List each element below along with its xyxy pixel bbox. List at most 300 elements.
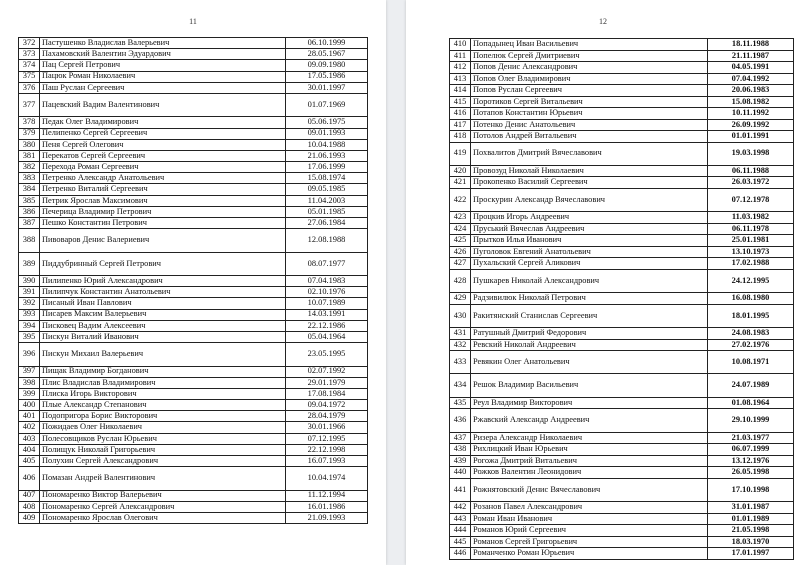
birth-date-cell: 17.06.1999	[286, 162, 368, 173]
full-name-cell: Пахамовский Валентин Эдуардович	[40, 49, 286, 60]
birth-date-cell: 20.06.1983	[708, 85, 794, 97]
full-name-cell: Пищак Владимир Богданович	[40, 366, 286, 377]
row-number-cell: 373	[19, 49, 40, 60]
full-name-cell: Петренко Александр Анатольевич	[40, 173, 286, 184]
birth-date-cell: 17.02.1988	[708, 258, 794, 270]
table-row	[19, 49, 368, 60]
birth-date-cell: 26.09.1992	[708, 119, 794, 131]
table-row	[19, 173, 368, 184]
full-name-cell: Ризера Александр Николаевич	[471, 432, 708, 444]
full-name-cell: Прытков Илья Иванович	[471, 235, 708, 247]
row-number-cell: 423	[450, 212, 471, 224]
table-row	[450, 96, 794, 108]
table-row	[450, 142, 794, 165]
full-name-cell: Перехода Роман Сергеевич	[40, 162, 286, 173]
birth-date-cell: 07.04.1992	[708, 73, 794, 85]
birth-date-cell: 06.07.1999	[708, 444, 794, 456]
full-name-cell: Полесовщиков Руслан Юрьевич	[40, 433, 286, 444]
table-row	[19, 60, 368, 71]
row-number-cell: 378	[19, 117, 40, 128]
row-number-cell: 427	[450, 258, 471, 270]
birth-date-cell: 17.08.1984	[286, 388, 368, 399]
table-row	[19, 433, 368, 444]
table-row	[19, 162, 368, 173]
birth-date-cell: 22.12.1986	[286, 320, 368, 331]
full-name-cell: Провозуд Николай Николаевич	[471, 165, 708, 177]
row-number-cell: 409	[19, 512, 40, 523]
row-number-cell: 445	[450, 536, 471, 548]
table-row	[19, 467, 368, 490]
full-name-cell: Пиддубринный Сергей Петрович	[40, 252, 286, 275]
birth-date-cell: 30.01.1997	[286, 82, 368, 93]
table-row	[19, 218, 368, 229]
birth-date-cell: 10.04.1974	[286, 467, 368, 490]
birth-date-cell: 18.11.1988	[708, 39, 794, 51]
row-number-cell: 444	[450, 525, 471, 537]
birth-date-cell: 31.01.1987	[708, 502, 794, 514]
table-row	[450, 409, 794, 432]
table-row	[450, 50, 794, 62]
table-row	[450, 374, 794, 397]
birth-date-cell: 22.12.1998	[286, 444, 368, 455]
table-row	[450, 165, 794, 177]
birth-date-cell: 06.10.1999	[286, 38, 368, 49]
table-row	[450, 188, 794, 211]
full-name-cell: Ракитянский Станислав Сергеевич	[471, 304, 708, 327]
full-name-cell: Печерица Владимир Петрович	[40, 206, 286, 217]
birth-date-cell: 07.12.1978	[708, 188, 794, 211]
birth-date-cell: 10.08.1971	[708, 351, 794, 374]
full-name-cell: Петренко Виталий Сергеевич	[40, 184, 286, 195]
birth-date-cell: 01.01.1991	[708, 131, 794, 143]
full-name-cell: Попадынец Иван Васильевич	[471, 39, 708, 51]
table-row	[19, 252, 368, 275]
row-number-cell: 438	[450, 444, 471, 456]
birth-date-cell: 10.07.1989	[286, 298, 368, 309]
full-name-cell: Потенко Денис Анатольевич	[471, 119, 708, 131]
birth-date-cell: 17.01.1997	[708, 548, 794, 560]
table-row	[19, 117, 368, 128]
birth-date-cell: 27.02.1976	[708, 339, 794, 351]
birth-date-cell: 10.11.1992	[708, 108, 794, 120]
row-number-cell: 399	[19, 388, 40, 399]
table-row	[19, 331, 368, 342]
table-row	[19, 275, 368, 286]
full-name-cell: Подопригора Борис Викторович	[40, 411, 286, 422]
full-name-cell: Рогожа Дмитрий Витальевич	[471, 455, 708, 467]
full-name-cell: Попов Руслан Сергеевич	[471, 85, 708, 97]
full-name-cell: Пацюк Роман Николаевич	[40, 71, 286, 82]
table-row	[450, 108, 794, 120]
birth-date-cell: 24.07.1989	[708, 374, 794, 397]
table-row	[450, 502, 794, 514]
table-row	[19, 444, 368, 455]
birth-date-cell: 29.10.1999	[708, 409, 794, 432]
table-row	[450, 293, 794, 305]
full-name-cell: Ратушный Дмитрий Федорович	[471, 328, 708, 340]
table-row	[450, 39, 794, 51]
full-name-cell: Ревякин Олег Анатольевич	[471, 351, 708, 374]
row-number-cell: 400	[19, 400, 40, 411]
table-row	[450, 212, 794, 224]
table-row	[19, 38, 368, 49]
row-number-cell: 408	[19, 501, 40, 512]
table-row	[19, 456, 368, 467]
table-row	[19, 150, 368, 161]
table-row	[450, 119, 794, 131]
row-number-cell: 434	[450, 374, 471, 397]
persons-table	[18, 37, 368, 524]
table-row	[19, 411, 368, 422]
row-number-cell: 417	[450, 119, 471, 131]
full-name-cell: Проскурин Александр Вячеславович	[471, 188, 708, 211]
row-number-cell: 446	[450, 548, 471, 560]
row-number-cell: 428	[450, 269, 471, 292]
full-name-cell: Пастушенко Владислав Валерьевич	[40, 38, 286, 49]
birth-date-cell: 23.05.1995	[286, 343, 368, 366]
full-name-cell: Потолов Андрей Витальевич	[471, 131, 708, 143]
row-number-cell: 418	[450, 131, 471, 143]
row-number-cell: 395	[19, 331, 40, 342]
full-name-cell: Пилипенко Юрий Александрович	[40, 275, 286, 286]
row-number-cell: 429	[450, 293, 471, 305]
table-row	[450, 73, 794, 85]
row-number-cell: 431	[450, 328, 471, 340]
birth-date-cell: 17.05.1986	[286, 71, 368, 82]
full-name-cell: Плые Александр Степанович	[40, 400, 286, 411]
table-row	[19, 206, 368, 217]
full-name-cell: Педак Олег Владимирович	[40, 117, 286, 128]
row-number-cell: 379	[19, 128, 40, 139]
row-number-cell: 407	[19, 490, 40, 501]
row-number-cell: 391	[19, 287, 40, 298]
full-name-cell: Пилипчук Константин Анатольевич	[40, 287, 286, 298]
row-number-cell: 422	[450, 188, 471, 211]
birth-date-cell: 26.05.1998	[708, 467, 794, 479]
birth-date-cell: 19.03.1998	[708, 142, 794, 165]
full-name-cell: Рожков Валентин Леонидович	[471, 467, 708, 479]
birth-date-cell: 09.01.1993	[286, 128, 368, 139]
row-number-cell: 404	[19, 444, 40, 455]
row-number-cell: 394	[19, 320, 40, 331]
table-row	[19, 320, 368, 331]
row-number-cell: 432	[450, 339, 471, 351]
table-row	[450, 455, 794, 467]
table-row	[450, 525, 794, 537]
table-row	[450, 235, 794, 247]
full-name-cell: Плиска Игорь Викторович	[40, 388, 286, 399]
persons-table	[449, 38, 794, 560]
full-name-cell: Пискун Михаил Валерьевич	[40, 343, 286, 366]
full-name-cell: Розанов Павел Александрович	[471, 502, 708, 514]
row-number-cell: 425	[450, 235, 471, 247]
birth-date-cell: 11.03.1982	[708, 212, 794, 224]
birth-date-cell: 12.08.1988	[286, 229, 368, 252]
full-name-cell: Ржавский Александр Андреевич	[471, 409, 708, 432]
table-row	[19, 184, 368, 195]
full-name-cell: Полухин Сергей Александрович	[40, 456, 286, 467]
birth-date-cell: 27.06.1984	[286, 218, 368, 229]
full-name-cell: Поротиков Сергей Витальевич	[471, 96, 708, 108]
table-row	[450, 177, 794, 189]
row-number-cell: 387	[19, 218, 40, 229]
full-name-cell: Полищук Николай Григорьевич	[40, 444, 286, 455]
birth-date-cell: 21.05.1998	[708, 525, 794, 537]
birth-date-cell: 17.10.1998	[708, 478, 794, 501]
row-number-cell: 419	[450, 142, 471, 165]
birth-date-cell: 09.09.1980	[286, 60, 368, 71]
full-name-cell: Реул Владимир Викторович	[471, 397, 708, 409]
birth-date-cell: 08.07.1977	[286, 252, 368, 275]
table-row	[450, 478, 794, 501]
full-name-cell: Пушкарев Николай Александрович	[471, 269, 708, 292]
row-number-cell: 390	[19, 275, 40, 286]
full-name-cell: Решок Владимир Васильевич	[471, 374, 708, 397]
row-number-cell: 393	[19, 309, 40, 320]
row-number-cell: 420	[450, 165, 471, 177]
full-name-cell: Петрик Ярослав Максимович	[40, 195, 286, 206]
row-number-cell: 421	[450, 177, 471, 189]
row-number-cell: 442	[450, 502, 471, 514]
table-row	[19, 501, 368, 512]
table-row	[19, 298, 368, 309]
full-name-cell: Плис Владислав Владимирович	[40, 377, 286, 388]
table-row	[19, 229, 368, 252]
birth-date-cell: 01.07.1969	[286, 93, 368, 116]
birth-date-cell: 21.11.1987	[708, 50, 794, 62]
full-name-cell: Рожнятовский Денис Вячеславович	[471, 478, 708, 501]
row-number-cell: 389	[19, 252, 40, 275]
table-row	[19, 422, 368, 433]
birth-date-cell: 02.07.1992	[286, 366, 368, 377]
row-number-cell: 440	[450, 467, 471, 479]
birth-date-cell: 15.08.1974	[286, 173, 368, 184]
full-name-cell: Романченко Роман Юрьевич	[471, 548, 708, 560]
table-row	[450, 536, 794, 548]
row-number-cell: 377	[19, 93, 40, 116]
birth-date-cell: 09.04.1972	[286, 400, 368, 411]
full-name-cell: Ревский Николай Андреевич	[471, 339, 708, 351]
document-page-right	[406, 0, 800, 565]
full-name-cell: Радзивилюк Николай Петрович	[471, 293, 708, 305]
birth-date-cell: 11.04.2003	[286, 195, 368, 206]
full-name-cell: Пеня Сергей Олегович	[40, 139, 286, 150]
full-name-cell: Пухальский Сергей Аликович	[471, 258, 708, 270]
table-row	[19, 343, 368, 366]
birth-date-cell: 13.12.1976	[708, 455, 794, 467]
table-row	[19, 82, 368, 93]
table-row	[19, 400, 368, 411]
row-number-cell: 411	[450, 50, 471, 62]
birth-date-cell: 29.01.1979	[286, 377, 368, 388]
birth-date-cell: 01.01.1989	[708, 513, 794, 525]
row-number-cell: 396	[19, 343, 40, 366]
table-row	[450, 223, 794, 235]
row-number-cell: 435	[450, 397, 471, 409]
row-number-cell: 436	[450, 409, 471, 432]
row-number-cell: 413	[450, 73, 471, 85]
table-row	[19, 377, 368, 388]
row-number-cell: 406	[19, 467, 40, 490]
full-name-cell: Прокопенко Василий Сергеевич	[471, 177, 708, 189]
table-row	[19, 93, 368, 116]
birth-date-cell: 05.04.1964	[286, 331, 368, 342]
row-number-cell: 443	[450, 513, 471, 525]
full-name-cell: Перекатов Сергей Сергеевич	[40, 150, 286, 161]
birth-date-cell: 06.11.1978	[708, 223, 794, 235]
row-number-cell: 375	[19, 71, 40, 82]
full-name-cell: Рихлицкий Иван Юрьевич	[471, 444, 708, 456]
row-number-cell: 439	[450, 455, 471, 467]
table-row	[19, 512, 368, 523]
full-name-cell: Писарев Максим Валерьевич	[40, 309, 286, 320]
row-number-cell: 402	[19, 422, 40, 433]
birth-date-cell: 07.04.1983	[286, 275, 368, 286]
birth-date-cell: 02.10.1976	[286, 287, 368, 298]
row-number-cell: 397	[19, 366, 40, 377]
birth-date-cell: 21.09.1993	[286, 512, 368, 523]
table-row	[450, 432, 794, 444]
birth-date-cell: 06.11.1988	[708, 165, 794, 177]
row-number-cell: 388	[19, 229, 40, 252]
birth-date-cell: 16.08.1980	[708, 293, 794, 305]
birth-date-cell: 21.03.1977	[708, 432, 794, 444]
birth-date-cell: 25.01.1981	[708, 235, 794, 247]
row-number-cell: 405	[19, 456, 40, 467]
row-number-cell: 374	[19, 60, 40, 71]
row-number-cell: 384	[19, 184, 40, 195]
table-row	[450, 62, 794, 74]
full-name-cell: Пивоваров Денис Валериевич	[40, 229, 286, 252]
table-row	[450, 444, 794, 456]
row-number-cell: 376	[19, 82, 40, 93]
table-row	[450, 246, 794, 258]
row-number-cell: 382	[19, 162, 40, 173]
row-number-cell: 401	[19, 411, 40, 422]
row-number-cell: 414	[450, 85, 471, 97]
page-number: 11	[189, 17, 197, 26]
page-number: 12	[599, 17, 607, 26]
full-name-cell: Помазан Андрей Валентинович	[40, 467, 286, 490]
row-number-cell: 433	[450, 351, 471, 374]
full-name-cell: Пономаренко Виктор Валерьевич	[40, 490, 286, 501]
birth-date-cell: 04.05.1991	[708, 62, 794, 74]
row-number-cell: 410	[450, 39, 471, 51]
row-number-cell: 426	[450, 246, 471, 258]
table-row	[450, 131, 794, 143]
birth-date-cell: 11.12.1994	[286, 490, 368, 501]
row-number-cell: 383	[19, 173, 40, 184]
table-row	[450, 397, 794, 409]
table-row	[19, 71, 368, 82]
table-row	[19, 366, 368, 377]
full-name-cell: Пешко Константин Петрович	[40, 218, 286, 229]
full-name-cell: Пономаренко Ярослав Олегович	[40, 512, 286, 523]
full-name-cell: Писковец Вадим Алексеевич	[40, 320, 286, 331]
full-name-cell: Пуголовок Евгений Анатольевич	[471, 246, 708, 258]
birth-date-cell: 30.01.1966	[286, 422, 368, 433]
full-name-cell: Пруський Вячеслав Андреевич	[471, 223, 708, 235]
birth-date-cell: 16.01.1986	[286, 501, 368, 512]
birth-date-cell: 28.05.1967	[286, 49, 368, 60]
row-number-cell: 386	[19, 206, 40, 217]
full-name-cell: Паш Руслан Сергеевич	[40, 82, 286, 93]
full-name-cell: Процкив Игорь Андреевич	[471, 212, 708, 224]
full-name-cell: Роман Иван Иванович	[471, 513, 708, 525]
table-row	[450, 269, 794, 292]
birth-date-cell: 24.12.1995	[708, 269, 794, 292]
birth-date-cell: 10.04.1988	[286, 139, 368, 150]
full-name-cell: Пискун Виталий Иванович	[40, 331, 286, 342]
row-number-cell: 380	[19, 139, 40, 150]
birth-date-cell: 16.07.1993	[286, 456, 368, 467]
full-name-cell: Пелипенко Сергей Сергеевич	[40, 128, 286, 139]
full-name-cell: Попов Денис Александрович	[471, 62, 708, 74]
birth-date-cell: 24.08.1983	[708, 328, 794, 340]
birth-date-cell: 05.01.1985	[286, 206, 368, 217]
birth-date-cell: 13.10.1973	[708, 246, 794, 258]
birth-date-cell: 18.01.1995	[708, 304, 794, 327]
full-name-cell: Потапов Константин Юрьевич	[471, 108, 708, 120]
row-number-cell: 412	[450, 62, 471, 74]
full-name-cell: Похвалитов Дмитрий Вячеславович	[471, 142, 708, 165]
row-number-cell: 424	[450, 223, 471, 235]
row-number-cell: 416	[450, 108, 471, 120]
row-number-cell: 437	[450, 432, 471, 444]
table-row	[19, 309, 368, 320]
row-number-cell: 403	[19, 433, 40, 444]
birth-date-cell: 21.06.1993	[286, 150, 368, 161]
table-row	[450, 513, 794, 525]
row-number-cell: 392	[19, 298, 40, 309]
row-number-cell: 381	[19, 150, 40, 161]
birth-date-cell: 26.03.1972	[708, 177, 794, 189]
full-name-cell: Пономаренко Сергей Александрович	[40, 501, 286, 512]
document-page-left	[0, 0, 386, 565]
table-row	[450, 328, 794, 340]
table-row	[450, 304, 794, 327]
table-row	[19, 287, 368, 298]
table-row	[19, 388, 368, 399]
table-row	[19, 195, 368, 206]
full-name-cell: Писаный Иван Павлович	[40, 298, 286, 309]
table-row	[450, 258, 794, 270]
full-name-cell: Попов Олег Владимирович	[471, 73, 708, 85]
table-row	[450, 548, 794, 560]
table-row	[450, 351, 794, 374]
birth-date-cell: 09.05.1985	[286, 184, 368, 195]
table-row	[19, 128, 368, 139]
full-name-cell: Пацевский Вадим Валентинович	[40, 93, 286, 116]
birth-date-cell: 01.08.1964	[708, 397, 794, 409]
full-name-cell: Пац Сергей Петрович	[40, 60, 286, 71]
row-number-cell: 372	[19, 38, 40, 49]
row-number-cell: 415	[450, 96, 471, 108]
table-row	[19, 490, 368, 501]
birth-date-cell: 07.12.1995	[286, 433, 368, 444]
table-row	[450, 339, 794, 351]
full-name-cell: Пожидаев Олег Николаевич	[40, 422, 286, 433]
table-row	[450, 85, 794, 97]
birth-date-cell: 15.08.1982	[708, 96, 794, 108]
birth-date-cell: 05.06.1975	[286, 117, 368, 128]
row-number-cell: 385	[19, 195, 40, 206]
full-name-cell: Романов Сергей Григорьевич	[471, 536, 708, 548]
full-name-cell: Попелюк Сергей Дмитриевич	[471, 50, 708, 62]
birth-date-cell: 14.03.1991	[286, 309, 368, 320]
birth-date-cell: 28.04.1979	[286, 411, 368, 422]
row-number-cell: 398	[19, 377, 40, 388]
